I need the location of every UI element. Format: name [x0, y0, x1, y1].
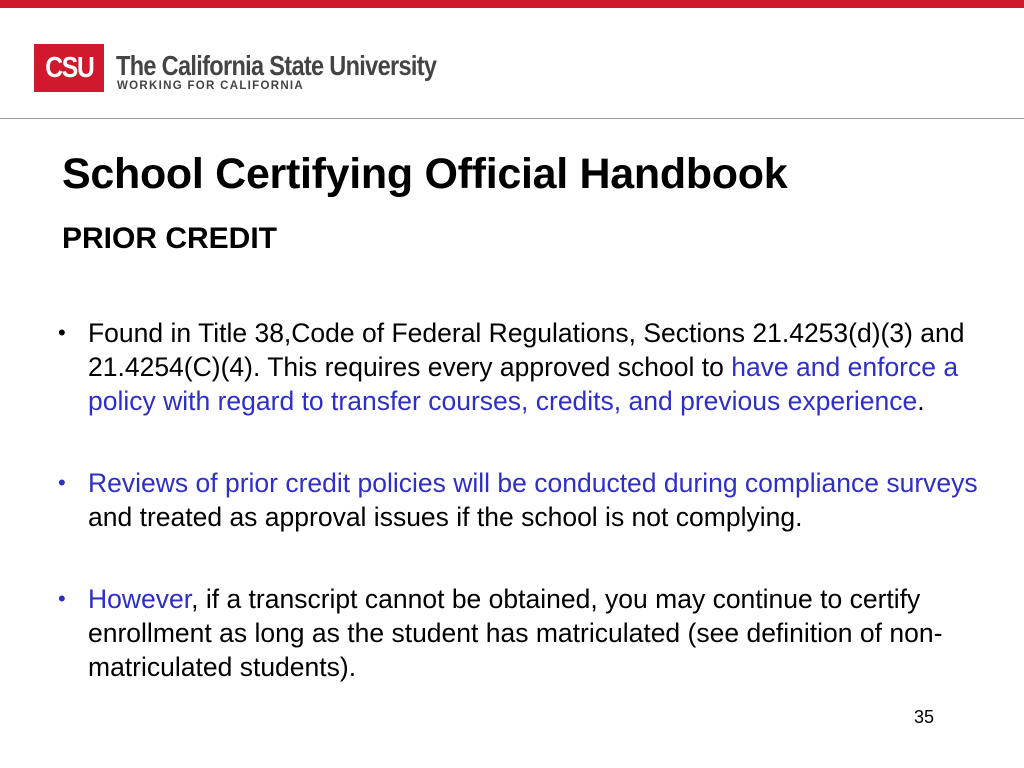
bullet-icon: •	[58, 586, 66, 611]
bullet-item-regulations	[58, 316, 978, 418]
top-accent-bar	[0, 0, 1024, 8]
university-name: The California State University	[116, 50, 437, 81]
bullet-text: , if a transcript cannot be obtained, you may continue to certify enrollment as long as the student has matriculated (see definition of non- matriculated students).	[88, 584, 943, 682]
page-number: 35	[914, 707, 935, 727]
bullet-item-reviews	[58, 466, 978, 534]
bullet-text: .	[917, 386, 925, 416]
university-tagline: WORKING FOR CALIFORNIA	[117, 80, 305, 92]
bullet-icon: •	[58, 470, 66, 495]
bullet-list	[58, 316, 978, 684]
highlighted-text: Reviews of prior credit policies will be conducted during compliance surveys	[88, 468, 978, 498]
header-divider	[0, 118, 1024, 119]
bullet-item-however	[58, 582, 978, 684]
bullet-text: and treated as approval issues if the school is not complying.	[88, 502, 803, 532]
section-subtitle: PRIOR CREDIT	[62, 222, 278, 255]
highlighted-text: However	[88, 584, 192, 614]
bullet-icon: •	[58, 320, 66, 345]
highlighted-text: have and enforce a policy with regard to transfer courses, credits, and previous experience	[88, 352, 959, 416]
csu-logo-text: CSU	[44, 51, 94, 84]
page-title: School Certifying Official Handbook	[62, 150, 788, 198]
bullet-text: Found in Title 38,Code of Federal Regulations, Sections 21.4253(d)(3) and 21.4254(C)(4). This requires every approved school to	[88, 318, 965, 382]
csu-logo-mark	[34, 44, 104, 92]
